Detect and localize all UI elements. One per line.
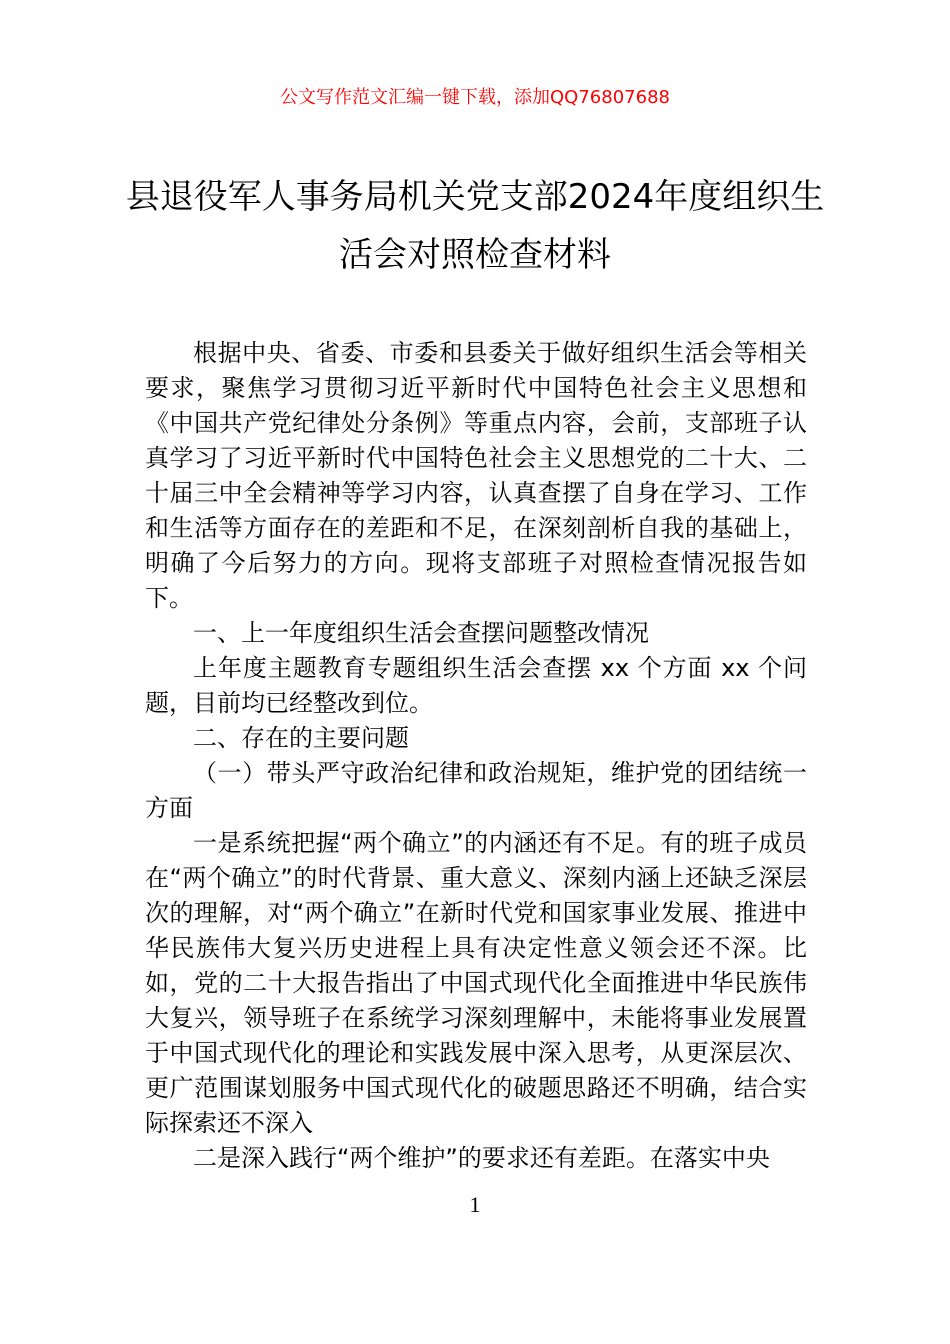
intro-paragraph: 根据中央、省委、市委和县委关于做好组织生活会等相关要求，聚焦学习贯彻习近平新时代中国特色社会主义思想和《中国共产党纪律处分条例》等重点内容，会前，支部班子认真学习了习近平新时代中国特色社会主义思想党的二十大、二十届三中全会精神等学习内容，认真查摆了自身在学习、工作和生活等方面存在的差距和不足，在深刻剖析自我的基础上，明确了今后努力的方向。现将支部班子对照检查情况报告如下。 [145, 339, 807, 612]
body-paragraph: 二是深入践行“两个维护”的要求还有差距。在落实中央 [193, 1144, 770, 1172]
document-title: 县退役军人事务局机关党支部2024年度组织生活会对照检查材料 [125, 177, 825, 275]
section-1-paragraph: 上年度主题教育专题组织生活会查摆 xx 个方面 xx 个问题，目前均已经整改到位。 [145, 654, 807, 717]
section-heading-2: 二、存在的主要问题 [193, 724, 409, 752]
subsection-heading-1: （一）带头严守政治纪律和政治规矩，维护党的团结统一方面 [145, 759, 807, 822]
document-body [145, 336, 807, 1176]
page-number: 1 [469, 1192, 481, 1217]
section-heading-1: 一、上一年度组织生活会查摆问题整改情况 [193, 619, 649, 647]
download-notice: 公文写作范文汇编一键下载，添加QQ76807688 [280, 87, 670, 108]
body-paragraph: 一是系统把握“两个确立”的内涵还有不足。有的班子成员在“两个确立”的时代背景、重大意义、深刻内涵上还缺乏深层次的理解，对“两个确立”在新时代党和国家事业发展、推进中华民族伟大复兴历史进程上具有决定性意义领会还不深。比如，党的二十大报告指出了中国式现代化全面推进中华民族伟大复兴，领导班子在系统学习深刻理解中，未能将事业发展置于中国式现代化的理论和实践发展中深入思考，从更深层次、更广范围谋划服务中国式现代化的破题思路还不明确，结合实际探索还不深入 [145, 829, 807, 1137]
